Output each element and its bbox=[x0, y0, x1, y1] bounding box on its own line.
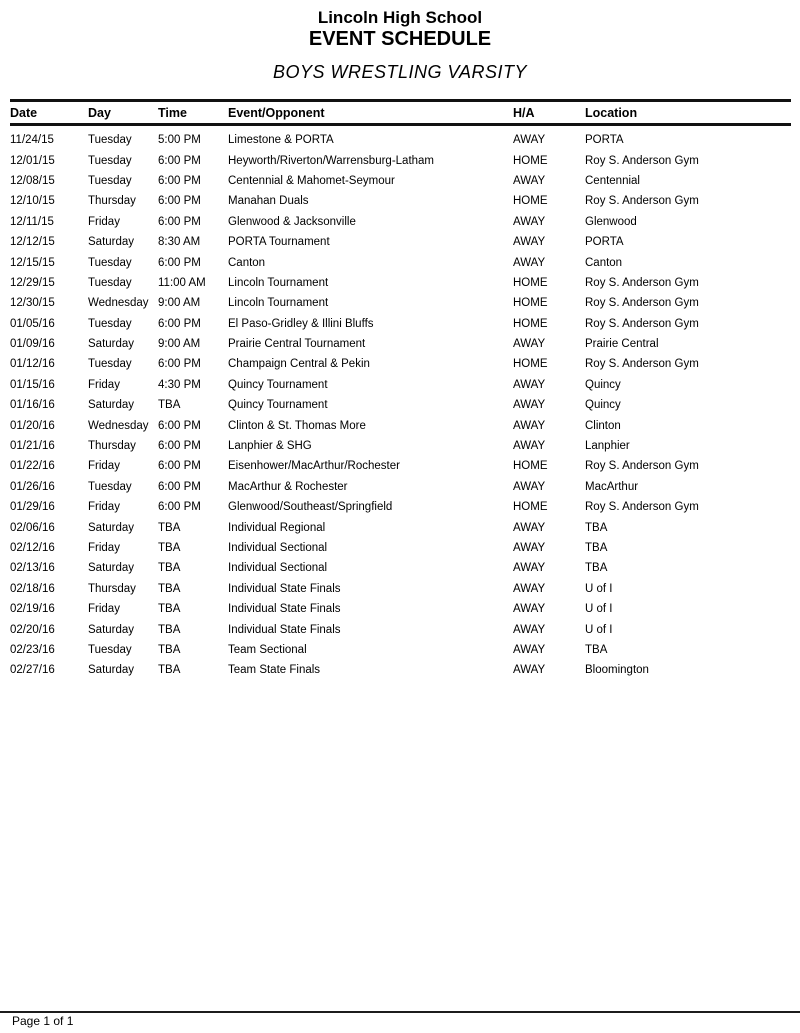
cell-event: PORTA Tournament bbox=[228, 236, 330, 249]
cell-day: Tuesday bbox=[88, 480, 132, 493]
cell-event: Lanphier & SHG bbox=[228, 440, 312, 453]
cell-location: Quincy bbox=[585, 399, 621, 412]
table-row bbox=[10, 314, 791, 334]
cell-time: 6:00 PM bbox=[158, 256, 201, 269]
cell-ha: HOME bbox=[513, 297, 548, 310]
table-row bbox=[10, 273, 791, 293]
table-row bbox=[10, 252, 791, 272]
table-row bbox=[10, 191, 791, 211]
table-row bbox=[10, 497, 791, 517]
cell-date: 11/24/15 bbox=[10, 134, 54, 147]
cell-event: MacArthur & Rochester bbox=[228, 480, 348, 493]
cell-location: U of I bbox=[585, 582, 613, 595]
table-row bbox=[10, 334, 791, 354]
cell-time: 6:00 PM bbox=[158, 460, 201, 473]
cell-time: 9:00 AM bbox=[158, 297, 201, 310]
table-row bbox=[10, 477, 791, 497]
col-header-date: Date bbox=[10, 105, 38, 120]
cell-day: Thursday bbox=[88, 440, 136, 453]
cell-time: TBA bbox=[158, 562, 181, 575]
cell-event: Centennial & Mahomet-Seymour bbox=[228, 174, 395, 187]
document-title: EVENT SCHEDULE bbox=[308, 28, 492, 50]
cell-date: 02/06/16 bbox=[10, 521, 55, 534]
cell-ha: AWAY bbox=[513, 419, 546, 432]
cell-location: TBA bbox=[585, 542, 608, 554]
cell-ha: HOME bbox=[513, 317, 548, 330]
cell-ha: HOME bbox=[513, 276, 548, 289]
document-header bbox=[0, 0, 800, 83]
cell-time: 6:00 PM bbox=[158, 195, 201, 208]
col-header-day: Day bbox=[88, 105, 111, 120]
cell-date: 02/27/16 bbox=[10, 664, 55, 677]
cell-event: Individual Sectional bbox=[228, 542, 328, 554]
cell-day: Tuesday bbox=[88, 154, 132, 167]
cell-date: 01/12/16 bbox=[10, 358, 55, 371]
cell-day: Friday bbox=[88, 501, 120, 514]
cell-location: U of I bbox=[585, 603, 613, 616]
cell-date: 02/13/16 bbox=[10, 562, 55, 575]
cell-ha: AWAY bbox=[513, 542, 546, 554]
cell-event: Limestone & PORTA bbox=[228, 134, 334, 147]
cell-date: 01/22/16 bbox=[10, 460, 55, 473]
cell-time: 11:00 AM bbox=[158, 276, 206, 289]
cell-ha: AWAY bbox=[513, 440, 546, 453]
cell-ha: AWAY bbox=[513, 480, 546, 493]
table-row bbox=[10, 436, 791, 456]
cell-location: Roy S. Anderson Gym bbox=[585, 317, 699, 330]
cell-day: Tuesday bbox=[88, 276, 132, 289]
cell-time: 8:30 AM bbox=[158, 236, 201, 249]
cell-time: TBA bbox=[158, 542, 181, 554]
table-row bbox=[10, 619, 791, 639]
table-row bbox=[10, 558, 791, 578]
cell-ha: AWAY bbox=[513, 378, 546, 391]
cell-day: Tuesday bbox=[88, 174, 132, 187]
cell-location: TBA bbox=[585, 643, 608, 656]
cell-event: Team State Finals bbox=[228, 664, 321, 677]
cell-event: Glenwood/Southeast/Springfield bbox=[228, 501, 393, 514]
cell-day: Tuesday bbox=[88, 358, 132, 371]
cell-event: Individual State Finals bbox=[228, 582, 341, 595]
cell-ha: AWAY bbox=[513, 338, 546, 351]
cell-date: 01/29/16 bbox=[10, 501, 55, 514]
cell-location: U of I bbox=[585, 623, 613, 636]
cell-date: 01/21/16 bbox=[10, 440, 55, 453]
cell-ha: AWAY bbox=[513, 174, 546, 187]
cell-ha: AWAY bbox=[513, 134, 546, 147]
cell-ha: HOME bbox=[513, 154, 548, 167]
cell-day: Saturday bbox=[88, 338, 135, 351]
cell-event: Champaign Central & Pekin bbox=[228, 358, 370, 371]
cell-location: Canton bbox=[585, 256, 623, 269]
cell-day: Saturday bbox=[88, 521, 135, 534]
cell-time: 6:00 PM bbox=[158, 419, 201, 432]
cell-date: 01/09/16 bbox=[10, 338, 55, 351]
cell-time: TBA bbox=[158, 603, 181, 616]
table-row bbox=[10, 579, 791, 599]
cell-date: 12/29/15 bbox=[10, 276, 55, 289]
cell-date: 01/20/16 bbox=[10, 419, 55, 432]
cell-location: Glenwood bbox=[585, 215, 637, 228]
cell-ha: AWAY bbox=[513, 643, 546, 656]
cell-day: Saturday bbox=[88, 236, 135, 249]
cell-date: 12/11/15 bbox=[10, 215, 54, 228]
cell-ha: AWAY bbox=[513, 215, 546, 228]
cell-location: Quincy bbox=[585, 378, 621, 391]
col-header-time: Time bbox=[158, 105, 187, 120]
cell-event: Lincoln Tournament bbox=[228, 297, 329, 310]
col-header-ha: H/A bbox=[513, 105, 535, 120]
cell-day: Tuesday bbox=[88, 643, 132, 656]
cell-ha: AWAY bbox=[513, 399, 546, 412]
table-header-row bbox=[10, 101, 791, 125]
table-row bbox=[10, 538, 791, 558]
cell-date: 12/12/15 bbox=[10, 236, 55, 249]
cell-location: Clinton bbox=[585, 419, 621, 432]
cell-ha: HOME bbox=[513, 358, 548, 371]
cell-location: TBA bbox=[585, 562, 608, 575]
cell-location: Roy S. Anderson Gym bbox=[585, 358, 699, 371]
table-row bbox=[10, 395, 791, 415]
schedule-table bbox=[10, 99, 791, 681]
cell-date: 12/01/15 bbox=[10, 154, 55, 167]
table-row bbox=[10, 456, 791, 476]
cell-location: Roy S. Anderson Gym bbox=[585, 460, 699, 473]
table-row bbox=[10, 640, 791, 660]
cell-event: Eisenhower/MacArthur/Rochester bbox=[228, 460, 400, 473]
table-row bbox=[10, 517, 791, 537]
cell-date: 02/20/16 bbox=[10, 623, 55, 636]
cell-location: Prairie Central bbox=[585, 338, 659, 351]
cell-time: TBA bbox=[158, 582, 181, 595]
cell-event: El Paso-Gridley & Illini Bluffs bbox=[228, 317, 374, 330]
cell-event: Heyworth/Riverton/Warrensburg-Latham bbox=[228, 154, 435, 167]
cell-day: Tuesday bbox=[88, 317, 132, 330]
cell-date: 01/16/16 bbox=[10, 399, 55, 412]
cell-location: PORTA bbox=[585, 134, 624, 147]
cell-time: 6:00 PM bbox=[158, 440, 201, 453]
table-body bbox=[10, 125, 791, 681]
cell-time: 6:00 PM bbox=[158, 317, 201, 330]
cell-location: Bloomington bbox=[585, 664, 649, 677]
cell-ha: AWAY bbox=[513, 603, 546, 616]
cell-event: Canton bbox=[228, 256, 266, 269]
cell-day: Friday bbox=[88, 542, 120, 554]
table-row bbox=[10, 171, 791, 191]
col-header-event: Event/Opponent bbox=[228, 105, 325, 120]
cell-day: Saturday bbox=[88, 399, 135, 412]
cell-ha: AWAY bbox=[513, 562, 546, 575]
cell-date: 02/12/16 bbox=[10, 542, 55, 554]
cell-time: 6:00 PM bbox=[158, 501, 201, 514]
cell-time: 9:00 AM bbox=[158, 338, 201, 351]
cell-location: Roy S. Anderson Gym bbox=[585, 195, 699, 208]
cell-location: Roy S. Anderson Gym bbox=[585, 297, 699, 310]
cell-date: 12/15/15 bbox=[10, 256, 55, 269]
cell-date: 12/10/15 bbox=[10, 195, 55, 208]
cell-ha: HOME bbox=[513, 501, 548, 514]
cell-ha: HOME bbox=[513, 195, 548, 208]
cell-ha: AWAY bbox=[513, 582, 546, 595]
cell-time: 6:00 PM bbox=[158, 174, 201, 187]
cell-location: Roy S. Anderson Gym bbox=[585, 501, 699, 514]
cell-day: Wednesday bbox=[88, 419, 149, 432]
cell-event: Individual Sectional bbox=[228, 562, 328, 575]
footer-divider bbox=[0, 1011, 800, 1013]
cell-location: Roy S. Anderson Gym bbox=[585, 154, 699, 167]
cell-time: 6:00 PM bbox=[158, 154, 201, 167]
table-row bbox=[10, 212, 791, 232]
cell-event: Team Sectional bbox=[228, 643, 307, 656]
cell-event: Lincoln Tournament bbox=[228, 276, 329, 289]
table-row bbox=[10, 150, 791, 170]
table-row bbox=[10, 293, 791, 313]
cell-day: Friday bbox=[88, 215, 120, 228]
cell-ha: AWAY bbox=[513, 664, 546, 677]
cell-day: Thursday bbox=[88, 195, 136, 208]
cell-event: Manahan Duals bbox=[228, 195, 309, 208]
cell-day: Saturday bbox=[88, 664, 135, 677]
cell-time: TBA bbox=[158, 521, 181, 534]
table-row bbox=[10, 232, 791, 252]
cell-date: 02/23/16 bbox=[10, 643, 55, 656]
cell-event: Quincy Tournament bbox=[228, 378, 328, 391]
cell-ha: HOME bbox=[513, 460, 548, 473]
cell-day: Friday bbox=[88, 603, 120, 616]
cell-day: Tuesday bbox=[88, 256, 132, 269]
cell-time: 4:30 PM bbox=[158, 378, 201, 391]
cell-date: 12/30/15 bbox=[10, 297, 55, 310]
cell-day: Saturday bbox=[88, 623, 135, 636]
cell-location: Lanphier bbox=[585, 440, 630, 453]
col-header-location: Location bbox=[585, 105, 638, 120]
cell-day: Wednesday bbox=[88, 297, 149, 310]
cell-ha: AWAY bbox=[513, 256, 546, 269]
cell-location: PORTA bbox=[585, 236, 624, 249]
cell-day: Saturday bbox=[88, 562, 135, 575]
cell-time: TBA bbox=[158, 623, 181, 636]
cell-time: TBA bbox=[158, 399, 181, 412]
cell-day: Thursday bbox=[88, 582, 136, 595]
cell-ha: AWAY bbox=[513, 623, 546, 636]
cell-location: MacArthur bbox=[585, 480, 639, 493]
cell-time: 6:00 PM bbox=[158, 215, 201, 228]
cell-day: Friday bbox=[88, 460, 120, 473]
cell-event: Prairie Central Tournament bbox=[228, 338, 366, 351]
cell-time: 5:00 PM bbox=[158, 134, 201, 147]
cell-event: Individual State Finals bbox=[228, 603, 341, 616]
cell-date: 01/26/16 bbox=[10, 480, 55, 493]
cell-event: Glenwood & Jacksonville bbox=[228, 215, 356, 228]
table-row bbox=[10, 130, 791, 150]
cell-date: 12/08/15 bbox=[10, 174, 55, 187]
cell-time: 6:00 PM bbox=[158, 358, 201, 371]
table-row bbox=[10, 415, 791, 435]
cell-date: 02/18/16 bbox=[10, 582, 55, 595]
cell-event: Individual State Finals bbox=[228, 623, 341, 636]
cell-date: 02/19/16 bbox=[10, 603, 55, 616]
cell-event: Quincy Tournament bbox=[228, 399, 328, 412]
team-subtitle: BOYS WRESTLING VARSITY bbox=[272, 62, 528, 82]
cell-ha: AWAY bbox=[513, 236, 546, 249]
cell-day: Friday bbox=[88, 378, 120, 391]
cell-time: 6:00 PM bbox=[158, 480, 201, 493]
page-number: Page 1 of 1 bbox=[12, 1014, 74, 1028]
table-row bbox=[10, 599, 791, 619]
table-row bbox=[10, 375, 791, 395]
table-row bbox=[10, 660, 791, 680]
cell-time: TBA bbox=[158, 664, 181, 677]
cell-location: Centennial bbox=[585, 174, 640, 187]
cell-date: 01/05/16 bbox=[10, 317, 55, 330]
cell-event: Individual Regional bbox=[228, 521, 326, 534]
school-name: Lincoln High School bbox=[317, 8, 483, 27]
cell-time: TBA bbox=[158, 643, 181, 656]
cell-event: Clinton & St. Thomas More bbox=[228, 419, 366, 432]
cell-ha: AWAY bbox=[513, 521, 546, 534]
cell-date: 01/15/16 bbox=[10, 378, 55, 391]
table-row bbox=[10, 354, 791, 374]
cell-location: Roy S. Anderson Gym bbox=[585, 276, 699, 289]
cell-day: Tuesday bbox=[88, 134, 132, 147]
cell-location: TBA bbox=[585, 521, 608, 534]
